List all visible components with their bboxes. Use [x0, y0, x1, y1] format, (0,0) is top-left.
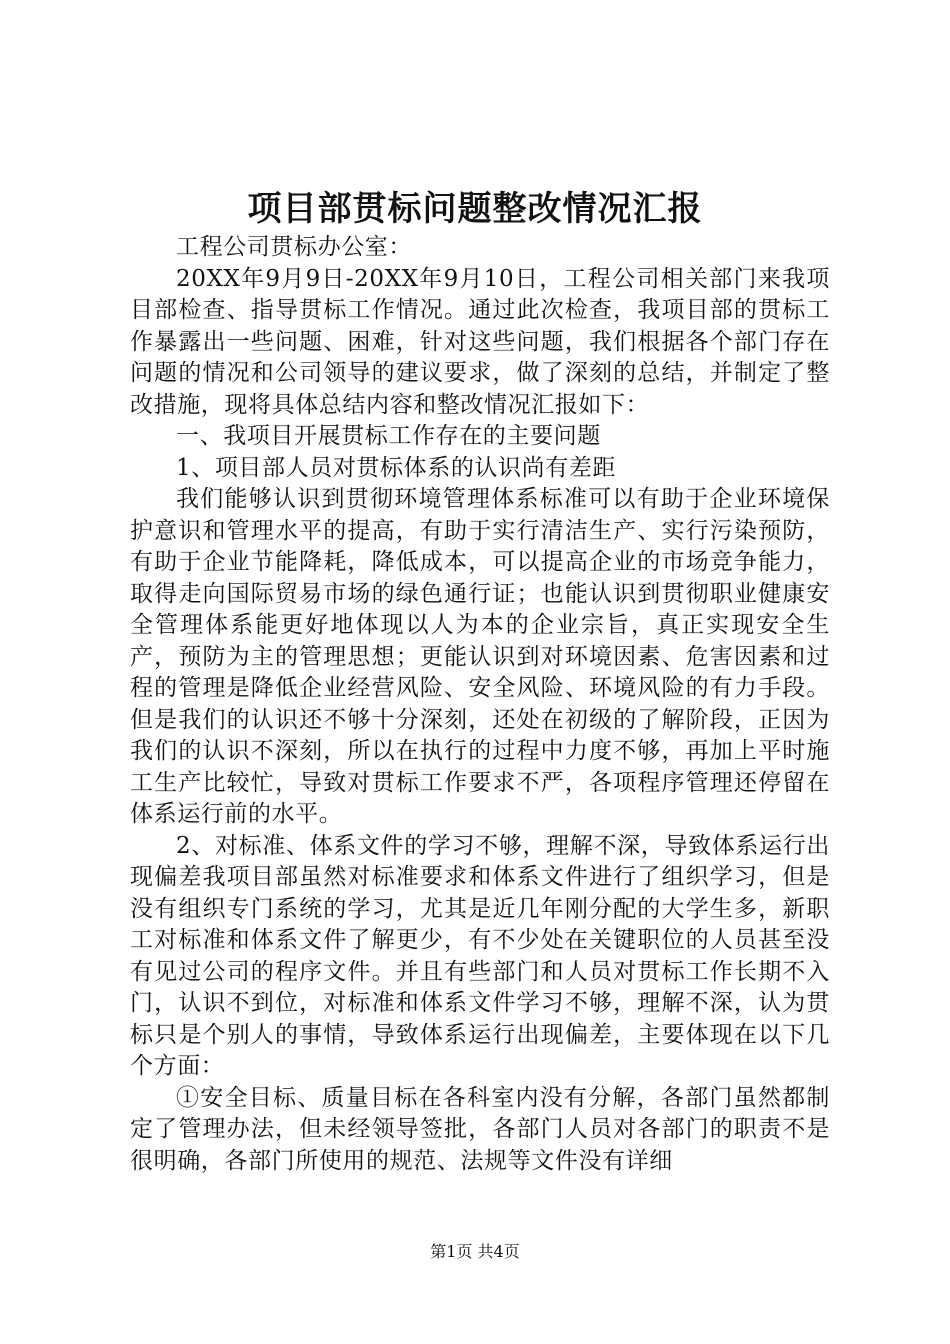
salutation: 工程公司贯标办公室：	[176, 234, 412, 260]
page-number: 第1页 共4页	[430, 1242, 520, 1261]
body-paragraph: 2、对标准、体系文件的学习不够，理解不深，导致体系运行出现偏差我项目部虽然对标准要求和体系文件进行了组织学习，但是没有组织专门系统的学习，尤其是近几年刚分配的大学生多，新职工对标准和体系文件了解更少，有不少处在关键职位的人员甚至没有见过公司的程序文件。并且有些部门和人员对贯标工作长期不入门，认识不到位，对标准和体系文件学习不够，理解不深，认为贯标只是个别人的事情，导致体系运行出现偏差，主要体现在以下几个方面：	[130, 832, 830, 1079]
body-paragraph: ①安全目标、质量目标在各科室内没有分解，各部门虽然都制定了管理办法，但未经领导签批，各部门人员对各部门的职责不是很明确，各部门所使用的规范、法规等文件没有详细	[130, 1084, 830, 1174]
section-heading: 一、我项目开展贯标工作存在的主要问题	[176, 423, 601, 449]
intro-paragraph: 20XX年9月9日-20XX年9月10日，工程公司相关部门来我项目部检查、指导贯标工作情况。通过此次检查，我项目部的贯标工作暴露出一些问题、困难，针对这些问题，我们根据各个部门存在问题的情况和公司领导的建议要求，做了深刻的总结，并制定了整改措施，现将具体总结内容和整改情况汇报如下：	[130, 265, 830, 418]
document-body	[130, 232, 830, 1177]
body-paragraph: 我们能够认识到贯彻环境管理体系标准可以有助于企业环境保护意识和管理水平的提高，有助于实行清洁生产、实行污染预防，有助于企业节能降耗，降低成本，可以提高企业的市场竞争能力，取得走向国际贸易市场的绿色通行证；也能认识到贯彻职业健康安全管理体系能更好地体现以人为本的企业宗旨，真正实现安全生产，预防为主的管理思想；更能认识到对环境因素、危害因素和过程的管理是降低企业经营风险、安全风险、环境风险的有力手段。但是我们的认识还不够十分深刻，还处在初级的了解阶段，正因为我们的认识不深刻，所以在执行的过程中力度不够，再加上平时施工生产比较忙，导致对贯标工作要求不严，各项程序管理还停留在体系运行前的水平。	[130, 486, 830, 827]
document-title: 项目部贯标问题整改情况汇报	[247, 189, 703, 229]
subsection-heading: 1、项目部人员对贯标体系的认识尚有差距	[176, 454, 617, 481]
